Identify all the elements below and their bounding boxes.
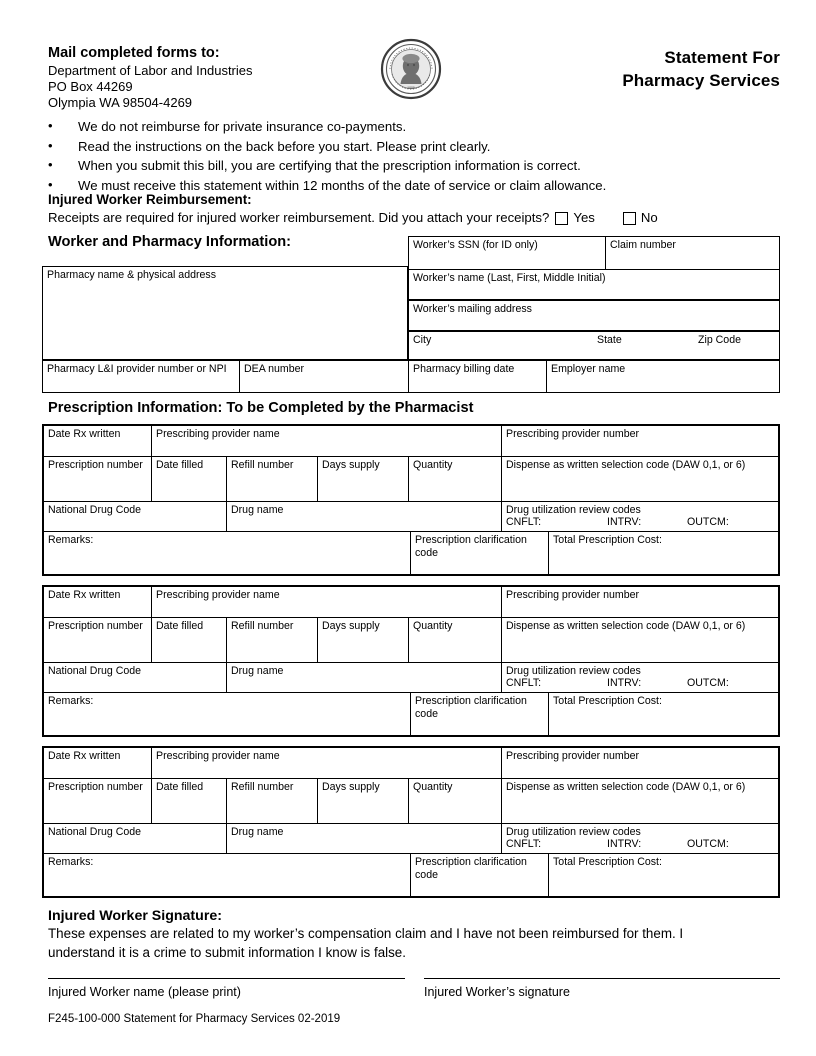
field-label-prescribing-provider-name: Prescribing provider name bbox=[156, 428, 280, 440]
field-label-date-filled: Date filled bbox=[156, 781, 204, 793]
field-label-prescribing-provider-name: Prescribing provider name bbox=[156, 589, 280, 601]
field-label-refill-number: Refill number bbox=[231, 459, 294, 471]
mail-line-pobox: PO Box 44269 bbox=[48, 79, 133, 94]
field-label-worker-ssn: Worker’s SSN (for ID only) bbox=[413, 239, 538, 251]
field-label-dur-intrv: INTRV: bbox=[607, 516, 642, 528]
field-label-pharmacy-billing-date: Pharmacy billing date bbox=[413, 363, 515, 375]
field-label-quantity: Quantity bbox=[413, 459, 453, 471]
field-date-filled[interactable] bbox=[151, 456, 227, 502]
signature-line-name[interactable] bbox=[48, 978, 405, 979]
prescription-section-title: Prescription Information: To be Completed by the Pharmacist bbox=[48, 400, 474, 416]
field-daw-code[interactable] bbox=[501, 617, 779, 663]
field-drug-utilization-review[interactable] bbox=[501, 501, 779, 532]
field-label-days-supply: Days supply bbox=[322, 781, 380, 793]
field-label-city: City bbox=[413, 334, 432, 346]
field-total-prescription-cost[interactable] bbox=[548, 692, 779, 736]
field-label-pharmacy-provider-number: Pharmacy L&I provider number or NPI bbox=[47, 363, 227, 375]
prescription-block-3 bbox=[42, 746, 780, 898]
mail-line-agency: Department of Labor and Industries bbox=[48, 63, 253, 78]
field-quantity[interactable] bbox=[408, 456, 502, 502]
field-drug-utilization-review[interactable] bbox=[501, 823, 779, 854]
signature-statement: These expenses are related to my worker’s compensation claim and I have not been reimbursed for them. I understand it is a crime to submit information I know is false. bbox=[48, 926, 684, 960]
field-label-quantity: Quantity bbox=[413, 781, 453, 793]
field-label-dur-cnflt: CNFLT: bbox=[506, 677, 542, 689]
field-label-state: State bbox=[597, 334, 622, 346]
field-refill-number[interactable] bbox=[226, 617, 318, 663]
field-claim-number[interactable] bbox=[605, 236, 780, 270]
field-label-remarks: Remarks: bbox=[48, 856, 94, 868]
page-header bbox=[48, 44, 780, 114]
field-drug-name[interactable] bbox=[226, 823, 502, 854]
field-date-filled[interactable] bbox=[151, 778, 227, 824]
field-label-dur-outcm: OUTCM: bbox=[687, 677, 729, 689]
field-label-daw-code: Dispense as written selection code (DAW 0,1, or 6) bbox=[506, 459, 746, 471]
page-title bbox=[622, 46, 780, 92]
field-label-zip-code: Zip Code bbox=[698, 334, 741, 346]
list-item: • We do not reimburse for private insurance co-payments. bbox=[48, 118, 780, 136]
mail-line-city: Olympia WA 98504-4269 bbox=[48, 95, 193, 110]
form-identifier: F245-100-000 Statement for Pharmacy Services 02-2019 bbox=[48, 1013, 341, 1025]
field-label-daw-code: Dispense as written selection code (DAW 0,1, or 6) bbox=[506, 781, 746, 793]
field-label-national-drug-code: National Drug Code bbox=[48, 504, 142, 516]
field-label-daw-code: Dispense as written selection code (DAW 0,1, or 6) bbox=[506, 620, 746, 632]
field-label-refill-number: Refill number bbox=[231, 620, 294, 632]
field-date-rx-written[interactable] bbox=[43, 747, 152, 779]
field-date-rx-written[interactable] bbox=[43, 586, 152, 618]
field-prescribing-provider-name[interactable] bbox=[151, 425, 502, 457]
worker-pharmacy-section-title: Worker and Pharmacy Information: bbox=[48, 234, 292, 250]
field-remarks[interactable] bbox=[43, 853, 411, 897]
field-prescription-number[interactable] bbox=[43, 456, 152, 502]
signature-section-title: Injured Worker Signature: bbox=[48, 908, 222, 924]
prescription-block-1 bbox=[42, 424, 780, 576]
field-worker-ssn[interactable] bbox=[408, 236, 606, 270]
field-label-pharmacy-name-address: Pharmacy name & physical address bbox=[47, 269, 216, 281]
field-label-date-rx-written: Date Rx written bbox=[48, 589, 121, 601]
field-daw-code[interactable] bbox=[501, 778, 779, 824]
injured-worker-reimbursement-section bbox=[48, 191, 780, 227]
field-label-quantity: Quantity bbox=[413, 620, 453, 632]
field-label-dur-outcm: OUTCM: bbox=[687, 838, 729, 850]
field-label-dur-outcm: OUTCM: bbox=[687, 516, 729, 528]
list-item: • Read the instructions on the back before you start. Please print clearly. bbox=[48, 138, 780, 156]
field-label-total-prescription-cost: Total Prescription Cost: bbox=[553, 856, 662, 868]
field-employer-name[interactable] bbox=[546, 360, 780, 393]
field-label-prescription-clarification-code: Prescription clarification code bbox=[415, 856, 527, 881]
field-pharmacy-billing-date[interactable] bbox=[408, 360, 547, 393]
field-national-drug-code[interactable] bbox=[43, 501, 227, 532]
field-pharmacy-provider-number[interactable] bbox=[42, 360, 240, 393]
field-date-filled[interactable] bbox=[151, 617, 227, 663]
field-refill-number[interactable] bbox=[226, 456, 318, 502]
field-total-prescription-cost[interactable] bbox=[548, 853, 779, 897]
field-drug-name[interactable] bbox=[226, 501, 502, 532]
mailing-address-block bbox=[48, 44, 378, 111]
field-label-date-rx-written: Date Rx written bbox=[48, 428, 121, 440]
field-date-rx-written[interactable] bbox=[43, 425, 152, 457]
field-prescription-number[interactable] bbox=[43, 778, 152, 824]
field-label-dur-cnflt: CNFLT: bbox=[506, 516, 542, 528]
field-prescription-clarification-code[interactable] bbox=[410, 531, 549, 575]
field-days-supply[interactable] bbox=[317, 617, 409, 663]
field-label-drug-name: Drug name bbox=[231, 665, 284, 677]
field-label-dur-cnflt: CNFLT: bbox=[506, 838, 542, 850]
field-label-dea-number: DEA number bbox=[244, 363, 305, 375]
field-prescribing-provider-name[interactable] bbox=[151, 586, 502, 618]
field-refill-number[interactable] bbox=[226, 778, 318, 824]
field-total-prescription-cost[interactable] bbox=[548, 531, 779, 575]
instructions-list bbox=[48, 118, 780, 197]
field-drug-utilization-review[interactable] bbox=[501, 662, 779, 693]
reimbursement-question: Receipts are required for injured worker reimbursement. Did you attach your receipts? bbox=[48, 210, 550, 225]
field-prescribing-provider-number[interactable] bbox=[501, 747, 779, 779]
field-prescription-number[interactable] bbox=[43, 617, 152, 663]
field-quantity[interactable] bbox=[408, 617, 502, 663]
field-label-total-prescription-cost: Total Prescription Cost: bbox=[553, 534, 662, 546]
field-label-dur-title: Drug utilization review codes bbox=[506, 504, 641, 516]
field-label-dur-intrv: INTRV: bbox=[607, 677, 642, 689]
field-label-prescription-clarification-code: Prescription clarification code bbox=[415, 695, 527, 720]
checkbox-receipts-yes[interactable] bbox=[555, 212, 568, 225]
page-title-line1: Statement For bbox=[664, 48, 780, 67]
field-prescribing-provider-number[interactable] bbox=[501, 425, 779, 457]
field-label-prescribing-provider-number: Prescribing provider number bbox=[506, 589, 640, 601]
field-drug-name[interactable] bbox=[226, 662, 502, 693]
field-label-dur-intrv: INTRV: bbox=[607, 838, 642, 850]
field-prescribing-provider-name[interactable] bbox=[151, 747, 502, 779]
field-label-drug-name: Drug name bbox=[231, 826, 284, 838]
field-label-dur-title: Drug utilization review codes bbox=[506, 826, 641, 838]
field-days-supply[interactable] bbox=[317, 456, 409, 502]
signature-line-signature[interactable] bbox=[424, 978, 780, 979]
field-quantity[interactable] bbox=[408, 778, 502, 824]
prescription-block-2 bbox=[42, 585, 780, 737]
field-label-prescription-number: Prescription number bbox=[48, 459, 143, 471]
field-label-days-supply: Days supply bbox=[322, 459, 380, 471]
signature-caption-name: Injured Worker name (please print) bbox=[48, 985, 241, 999]
field-label-date-filled: Date filled bbox=[156, 620, 204, 632]
field-prescribing-provider-number[interactable] bbox=[501, 586, 779, 618]
field-label-drug-name: Drug name bbox=[231, 504, 284, 516]
field-worker-mailing-address[interactable] bbox=[408, 300, 780, 331]
field-pharmacy-name-address[interactable] bbox=[42, 266, 408, 360]
field-label-worker-mailing-address: Worker’s mailing address bbox=[413, 303, 532, 315]
field-remarks[interactable] bbox=[43, 692, 411, 736]
field-label-remarks: Remarks: bbox=[48, 695, 94, 707]
signature-caption-signature: Injured Worker’s signature bbox=[424, 985, 570, 999]
field-label-worker-name: Worker’s name (Last, First, Middle Initial) bbox=[413, 272, 606, 284]
field-prescription-clarification-code[interactable] bbox=[410, 853, 549, 897]
field-label-prescribing-provider-number: Prescribing provider number bbox=[506, 428, 640, 440]
checkbox-yes-label: Yes bbox=[573, 210, 595, 225]
field-label-prescribing-provider-name: Prescribing provider name bbox=[156, 750, 280, 762]
field-national-drug-code[interactable] bbox=[43, 823, 227, 854]
checkbox-receipts-no[interactable] bbox=[623, 212, 636, 225]
field-prescription-clarification-code[interactable] bbox=[410, 692, 549, 736]
washington-state-seal-icon bbox=[380, 38, 442, 100]
reimbursement-title: Injured Worker Reimbursement: bbox=[48, 192, 252, 207]
field-label-dur-title: Drug utilization review codes bbox=[506, 665, 641, 677]
field-days-supply[interactable] bbox=[317, 778, 409, 824]
field-daw-code[interactable] bbox=[501, 456, 779, 502]
field-label-prescription-number: Prescription number bbox=[48, 781, 143, 793]
checkbox-no-label: No bbox=[640, 210, 658, 225]
field-label-prescribing-provider-number: Prescribing provider number bbox=[506, 750, 640, 762]
reimbursement-question-row bbox=[48, 209, 780, 227]
list-item: • We must receive this statement within 12 months of the date of service or claim allowance. bbox=[48, 177, 780, 195]
field-national-drug-code[interactable] bbox=[43, 662, 227, 693]
field-label-national-drug-code: National Drug Code bbox=[48, 665, 142, 677]
mail-to-title: Mail completed forms to: bbox=[48, 45, 220, 61]
field-label-national-drug-code: National Drug Code bbox=[48, 826, 142, 838]
field-label-refill-number: Refill number bbox=[231, 781, 294, 793]
field-label-claim-number: Claim number bbox=[610, 239, 676, 251]
field-worker-name[interactable] bbox=[408, 269, 780, 300]
field-label-prescription-clarification-code: Prescription clarification code bbox=[415, 534, 527, 559]
field-remarks[interactable] bbox=[43, 531, 411, 575]
field-label-days-supply: Days supply bbox=[322, 620, 380, 632]
field-label-total-prescription-cost: Total Prescription Cost: bbox=[553, 695, 662, 707]
field-label-employer-name: Employer name bbox=[551, 363, 626, 375]
field-dea-number[interactable] bbox=[239, 360, 409, 393]
field-label-date-rx-written: Date Rx written bbox=[48, 750, 121, 762]
page-title-line2: Pharmacy Services bbox=[622, 71, 780, 90]
field-city-state-zip[interactable] bbox=[408, 331, 780, 360]
field-label-remarks: Remarks: bbox=[48, 534, 94, 546]
field-label-prescription-number: Prescription number bbox=[48, 620, 143, 632]
svg-text:1889: 1889 bbox=[407, 86, 415, 90]
field-label-date-filled: Date filled bbox=[156, 459, 204, 471]
list-item: • When you submit this bill, you are certifying that the prescription information is correct. bbox=[48, 157, 780, 175]
